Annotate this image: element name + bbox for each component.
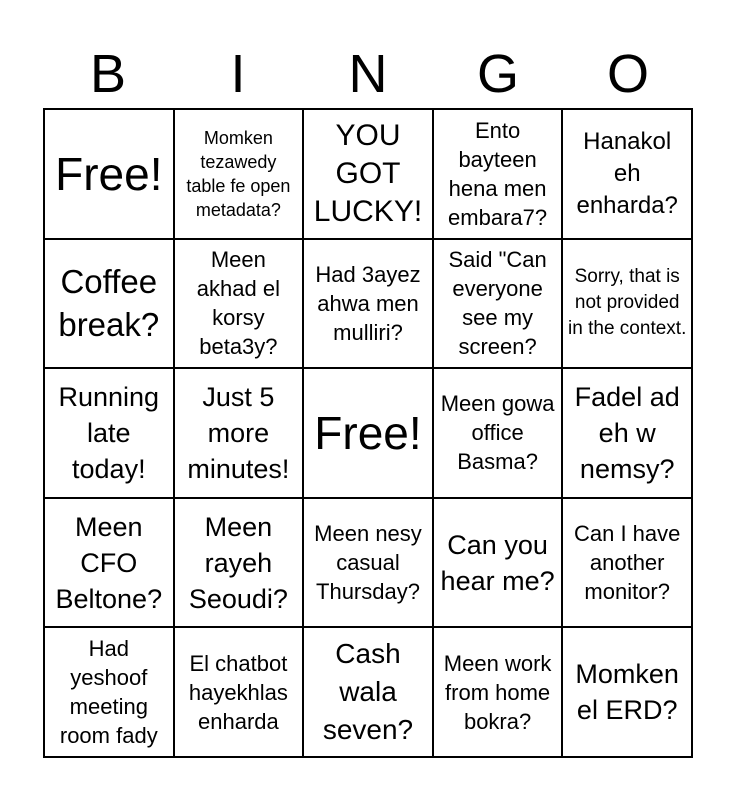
cell-text: Meen akhad el korsy beta3y?	[196, 247, 280, 360]
bingo-cell[interactable]	[44, 627, 174, 757]
bingo-cell[interactable]	[433, 109, 563, 239]
bingo-cell[interactable]	[562, 627, 692, 757]
cell-text: Can you hear me?	[440, 529, 555, 596]
bingo-cell[interactable]	[44, 239, 174, 369]
cell-text: Hanakol eh enharda?	[576, 127, 678, 219]
cell-text: Momken el ERD?	[575, 659, 679, 726]
cell-text: Meen nesy casual Thursday?	[314, 521, 422, 605]
bingo-cell[interactable]	[303, 239, 433, 369]
cell-text: Just 5 more minutes!	[187, 381, 290, 484]
cell-text: Free!	[314, 406, 422, 459]
bingo-header	[43, 40, 693, 108]
cell-text: Fadel ad eh w nemsy?	[574, 381, 680, 484]
bingo-cell[interactable]	[433, 627, 563, 757]
cell-text: Can I have another monitor?	[573, 521, 681, 605]
cell-text: Meen CFO Beltone?	[55, 511, 163, 614]
bingo-cell[interactable]	[174, 368, 304, 498]
header-letter-i: I	[230, 44, 246, 104]
header-letter-n: N	[348, 44, 388, 104]
bingo-cell[interactable]	[44, 109, 174, 239]
cell-text: Momken tezawedy table fe open metadata?	[186, 127, 291, 220]
cell-text: Meen gowa office Basma?	[440, 391, 555, 475]
bingo-cell[interactable]	[174, 627, 304, 757]
bingo-cell[interactable]	[44, 368, 174, 498]
bingo-cell[interactable]	[303, 627, 433, 757]
bingo-grid	[43, 108, 693, 758]
header-letter-o: O	[606, 44, 649, 104]
bingo-cell[interactable]	[303, 368, 433, 498]
bingo-cell[interactable]	[433, 498, 563, 628]
header-letter-b: B	[89, 44, 127, 104]
cell-text: Meen rayeh Seoudi?	[188, 511, 288, 614]
bingo-cell[interactable]	[562, 368, 692, 498]
cell-text: Meen work from home bokra?	[443, 650, 552, 734]
bingo-cell[interactable]	[174, 109, 304, 239]
bingo-cell[interactable]	[303, 109, 433, 239]
bingo-cell[interactable]	[174, 239, 304, 369]
cell-text: Ento bayteen hena men embara7?	[448, 117, 548, 230]
cell-text: Running late today!	[58, 381, 160, 484]
bingo-cell[interactable]	[562, 498, 692, 628]
cell-text: Had yeshoof meeting room fady	[59, 636, 158, 749]
bingo-cell[interactable]	[562, 109, 692, 239]
bingo-cell[interactable]	[174, 498, 304, 628]
cell-text: Said "Can everyone see my screen?	[448, 247, 547, 360]
cell-text: Free!	[55, 147, 163, 200]
bingo-cell[interactable]	[562, 239, 692, 369]
bingo-cell[interactable]	[44, 498, 174, 628]
bingo-cell[interactable]	[433, 239, 563, 369]
bingo-cell[interactable]	[433, 368, 563, 498]
cell-text: Sorry, that is not provided in the context.	[568, 266, 687, 340]
cell-text: El chatbot hayekhlas enharda	[188, 650, 288, 734]
header-letter-g: G	[476, 44, 519, 104]
cell-text: Had 3ayez ahwa men mulliri?	[315, 261, 421, 345]
bingo-cell[interactable]	[303, 498, 433, 628]
cell-text: Coffee break?	[58, 263, 160, 344]
cell-text: YOU GOT LUCKY!	[313, 118, 423, 228]
cell-text: Cash wala seven?	[322, 638, 414, 746]
